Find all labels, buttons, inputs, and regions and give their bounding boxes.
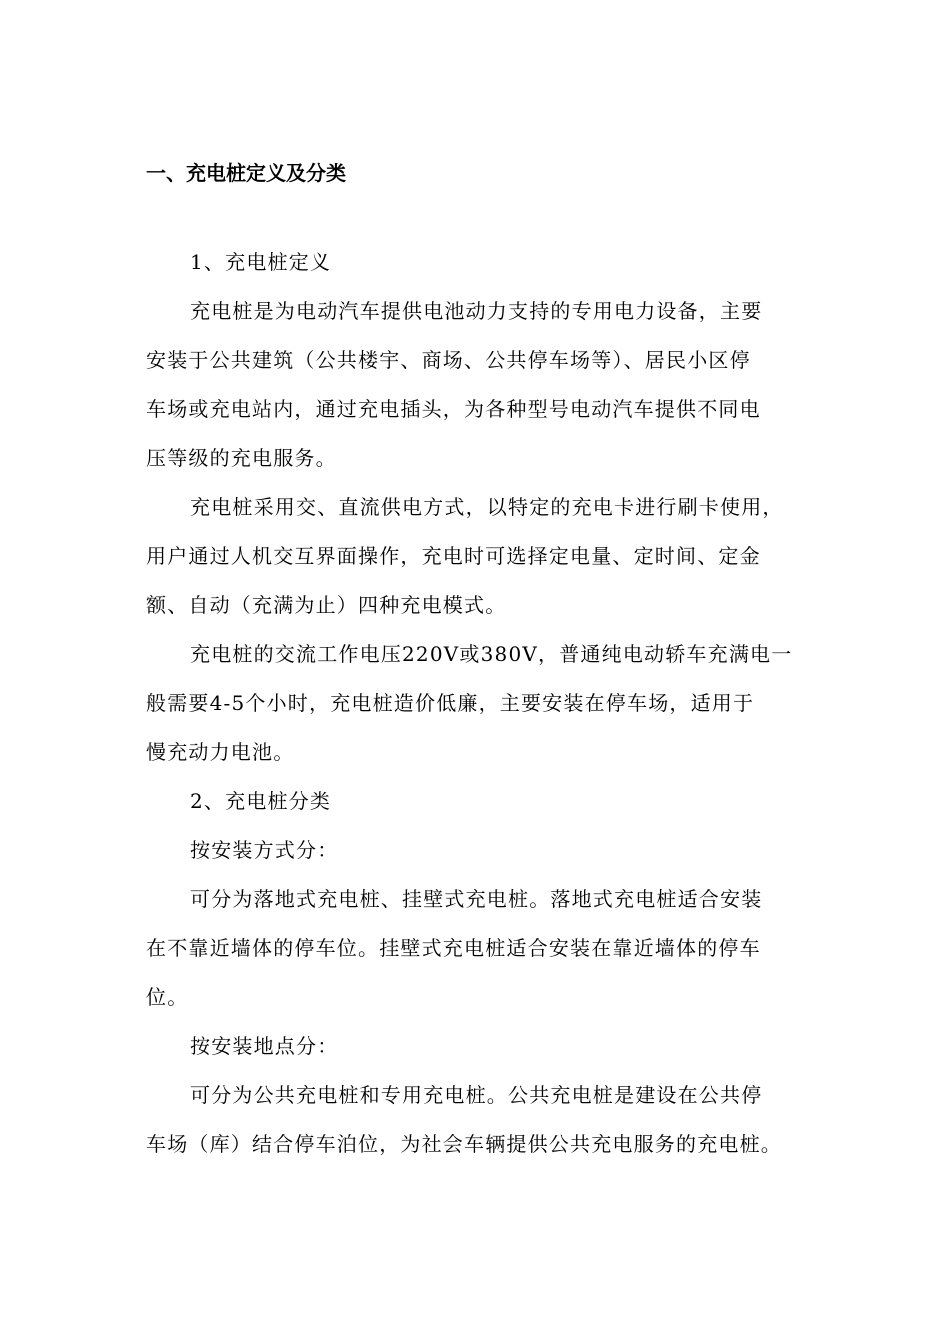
paragraph-line: 充电桩的交流工作电压220V或380V，普通纯电动轿车充满电一 [190, 642, 793, 666]
paragraph-line: 慢充动力电池。 [146, 740, 295, 764]
paragraph-line: 般需要4-5个小时，充电桩造价低廉，主要安装在停车场，适用于 [146, 691, 755, 715]
document-body [146, 238, 816, 1169]
paragraph-line: 可分为落地式充电桩、挂壁式充电桩。落地式充电桩适合安装 [190, 887, 763, 911]
subsection-title-classification: 2、充电桩分类 [190, 789, 332, 813]
paragraph-line: 可分为公共充电桩和专用充电桩。公共充电桩是建设在公共停 [190, 1083, 763, 1107]
paragraph-line: 充电桩采用交、直流供电方式，以特定的充电卡进行刷卡使用， [190, 495, 784, 519]
paragraph-line: 用户通过人机交互界面操作，充电时可选择定电量、定时间、定金 [146, 544, 761, 568]
section-heading: 一、充电桩定义及分类 [146, 161, 346, 185]
paragraph-line: 在不靠近墙体的停车位。挂壁式充电桩适合安装在靠近墙体的停车 [146, 936, 761, 960]
classification-label-installation-location: 按安装地点分： [190, 1034, 339, 1058]
paragraph-line: 车场（库）结合停车泊位，为社会车辆提供公共充电服务的充电桩。 [146, 1132, 782, 1156]
paragraph-line: 安装于公共建筑（公共楼宇、商场、公共停车场等）、居民小区停 [146, 348, 751, 372]
paragraph-line: 位。 [146, 985, 189, 1009]
paragraph-line: 充电桩是为电动汽车提供电池动力支持的专用电力设备，主要 [190, 299, 763, 323]
paragraph-line: 车场或充电站内，通过充电插头，为各种型号电动汽车提供不同电 [146, 397, 761, 421]
subsection-title-definition: 1、充电桩定义 [190, 250, 332, 274]
paragraph-line: 压等级的充电服务。 [146, 446, 337, 470]
classification-label-installation-method: 按安装方式分： [190, 838, 339, 862]
paragraph-line: 额、自动（充满为止）四种充电模式。 [146, 593, 507, 617]
